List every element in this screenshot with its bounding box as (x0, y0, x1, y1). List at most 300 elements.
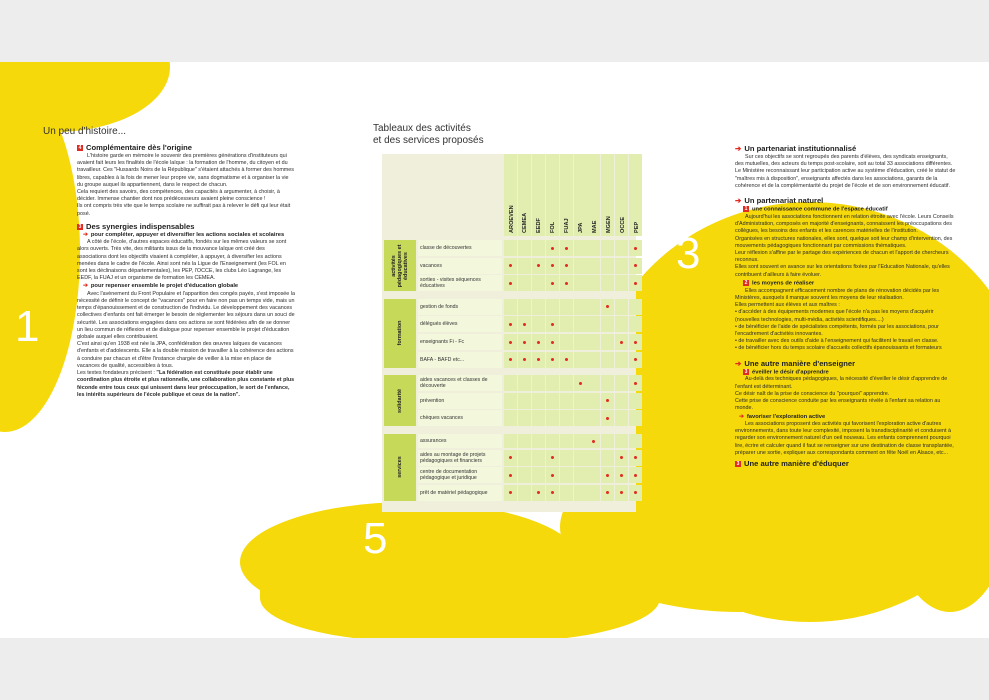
table-cell (629, 316, 642, 332)
table-cell (615, 334, 628, 350)
column-header-cemea (518, 154, 531, 236)
table-cell (546, 375, 559, 391)
synergies-paragraph-2: Avec l'avènement du Front Populaire et l'apparition des congés payés, s'est imposée la nécessité de définir le concept de "vacances" pour en faire non pas un temps vide, mais un temps d'épanouissement et de construction de l'individu. Le développement des vacances collectives d'enfants ont fait émerger le besoin de réglementer les séjours dans un souci de sécurité. Les associations engagées dans ces actions se sont fédérées afin de se donner un lieu commun de réflexion et de dialogue pour repenser ensemble le projet d'éducation globale auquel elles contribuaient. (77, 290, 295, 341)
table-cell (587, 258, 600, 274)
subheading-repenser (77, 283, 295, 290)
naturel-paragraph-1: Aujourd'hui les associations fonctionnent en relation étroite avec l'école. Leurs Conseils d'Administration, composés en majorité d'enseignants, connaissent les préoccupations des collègues, les besoins des enfants et les carences matérielles de l'institution. (735, 213, 954, 235)
section-synergies-heading (77, 222, 295, 231)
section-number-badge: 4 (78, 145, 82, 151)
table-cell (574, 450, 587, 466)
table-cell (560, 275, 573, 291)
column-header-label: MAE (591, 220, 598, 233)
section-partenariat-institutionnalise (735, 144, 957, 153)
activity-dot (634, 491, 637, 494)
table-cell (629, 467, 642, 483)
column-header-mae (587, 154, 600, 236)
table-cell (546, 316, 559, 332)
table-cell (546, 334, 559, 350)
table-cell (587, 450, 600, 466)
table-cell (504, 467, 517, 483)
table-cell (504, 450, 517, 466)
page-number-5: 5 (363, 514, 388, 563)
table-cell (587, 467, 600, 483)
table-row-label: aides vacances et classes de découverte (418, 375, 502, 391)
enseigner-paragraph-2: Ce désir naît de la prise de conscience du "pourquoi" apprendre. (735, 390, 890, 397)
activity-dot (592, 440, 595, 443)
table-cell (615, 450, 628, 466)
activity-dot (509, 474, 512, 477)
section-synergies-title: Des synergies indispensables (86, 221, 195, 231)
table-cell (546, 467, 559, 483)
page-number-1: 1 (15, 302, 40, 351)
table-cell (615, 352, 628, 368)
activity-dot (509, 491, 512, 494)
column-header-fuaj (560, 154, 573, 236)
activity-dot (565, 282, 568, 285)
table-cell (518, 316, 531, 332)
column-header-aroeven (504, 154, 517, 236)
table-cell (546, 410, 559, 426)
activity-dot (551, 282, 554, 285)
activity-dot (565, 247, 568, 250)
activity-dot (537, 341, 540, 344)
column-header-fol (546, 154, 559, 236)
arrow-icon: ➔ (735, 144, 742, 153)
enseigner-paragraph-3: Cette prise de conscience conduite par les enseignants révèle à l'enfant sa relation au monde. (735, 398, 941, 412)
table-cell (615, 375, 628, 391)
table-cell (546, 275, 559, 291)
table-row-label: gestion de fonds (418, 299, 502, 315)
table-cell (587, 316, 600, 332)
activity-dot (620, 456, 623, 459)
activity-dot (509, 264, 512, 267)
table-cell (587, 334, 600, 350)
table-cell (532, 375, 545, 391)
table-cell (532, 275, 545, 291)
table-cell (532, 393, 545, 409)
arrow-icon: ➔ (83, 283, 88, 290)
table-group-3 (384, 434, 416, 501)
table-cell (560, 316, 573, 332)
founding-texts-intro: Les textes fondateurs précisent : (77, 370, 157, 377)
table-cell (601, 299, 614, 315)
table-cell (518, 299, 531, 315)
table-row-label: délégués élèves (418, 316, 502, 332)
table-cell (574, 240, 587, 256)
table-cell (560, 258, 573, 274)
origine-paragraph-3: Ils ont compris très vite que le temps scolaire ne suffirait pas à relever le défi qui leur était posé. (77, 203, 291, 217)
table-cell (532, 352, 545, 368)
table-cell (629, 434, 642, 448)
activity-dot (565, 264, 568, 267)
column-header-occe (615, 154, 628, 236)
table-cell (587, 434, 600, 448)
section-number-badge: 2 (744, 279, 748, 286)
table-cell (546, 352, 559, 368)
activity-dot (509, 282, 512, 285)
naturel-paragraph-3: Leur réflexion s'affine par le partage des expériences de chacun et l'apport de chercheurs reconnus. (735, 249, 949, 264)
activity-dot (579, 382, 582, 385)
activity-dot (620, 474, 623, 477)
table-cell (518, 393, 531, 409)
table-row-label: sorties - visites séquences éducatives (418, 275, 502, 291)
activity-dot (551, 358, 554, 361)
table-cell (532, 485, 545, 501)
table-cell (587, 299, 600, 315)
table-cell (574, 352, 587, 368)
table-cell (504, 410, 517, 426)
table-cell (546, 299, 559, 315)
table-group-label: solidarité (397, 388, 403, 413)
table-cell (601, 393, 614, 409)
table-cell (560, 240, 573, 256)
arrow-icon: ➔ (83, 231, 88, 238)
table-cell (615, 410, 628, 426)
table-cell (574, 275, 587, 291)
table-row-label: vacances (418, 258, 502, 274)
naturel-paragraph-2: Organisées en structures nationales, elles sont, quelque soit leur champ d'intervention, des mouvements pédagogiques fonctionnant par commissions thématiques. (735, 235, 953, 249)
table-cell (504, 316, 517, 332)
table-cell (518, 434, 531, 448)
activity-dot (620, 491, 623, 494)
activity-dot (634, 456, 637, 459)
table-cell (518, 352, 531, 368)
table-cell (504, 393, 517, 409)
synergies-paragraph-3: C'est ainsi qu'en 1938 est née la JPA, confédération des œuvres laïques de vacances d'enfants et d'adolescents. Elle a la double mission de travailler à la cohérence des actions à conduire par chacun et d'être l'instance chargée de veiller à la mise en place de vacances de qualité, accessibles à tous. (77, 341, 294, 369)
table-cell (587, 352, 600, 368)
naturel-paragraph-4: Elles sont souvent en avance sur les orientations fixées par l'Education Nationale, qu'elles contribuent d'ailleurs à faire évoluer. (735, 264, 950, 278)
table-group-label: services (397, 456, 403, 479)
moyens-list-item-3: • de travailler avec des outils d'aide à l'enseignement qui facilitent le travail en classe. (735, 338, 939, 345)
table-cell (587, 393, 600, 409)
table-cell (532, 410, 545, 426)
table-cell (574, 393, 587, 409)
activity-dot (509, 456, 512, 459)
section-origine-title: Complémentaire dès l'origine (86, 143, 193, 152)
subheading-eveiller-text: éveiller le désir d'apprendre (752, 369, 829, 376)
page-number-3: 3 (676, 229, 701, 278)
section-number-badge: 3 (744, 368, 748, 375)
table-cell (546, 240, 559, 256)
activity-dot (523, 341, 526, 344)
moyens-list-item-2: • de bénéficier de l'aide de spécialistes compétents, formés par les associations, pour l'encadrement d'activités innovantes. (735, 323, 939, 337)
table-cell (615, 485, 628, 501)
autre-maniere-enseigner-title: Une autre manière d'enseigner (744, 358, 856, 368)
table-cell (532, 334, 545, 350)
table-cell (615, 467, 628, 483)
table-cell (518, 240, 531, 256)
activity-dot (523, 358, 526, 361)
table-cell (601, 467, 614, 483)
table-row-label: assurances (418, 434, 502, 448)
table-cell (560, 375, 573, 391)
activity-dot (551, 491, 554, 494)
table-cell (587, 275, 600, 291)
table-cell (601, 352, 614, 368)
table-cell (615, 275, 628, 291)
table-cell (518, 258, 531, 274)
subheading-connaissance (735, 206, 957, 214)
table-cell (615, 240, 628, 256)
table-row-label: enseignants Fi - Fc (418, 334, 502, 350)
table-cell (615, 434, 628, 448)
activity-dot (551, 456, 554, 459)
table-cell (504, 352, 517, 368)
table-row-label: chèques vacances (418, 410, 502, 426)
table-cell (546, 393, 559, 409)
table-cell (629, 410, 642, 426)
table-cell (504, 240, 517, 256)
section-number-badge: 1 (744, 206, 748, 213)
activity-dot (537, 264, 540, 267)
column-header-label: PEP (633, 221, 640, 233)
column-header-label: OCCE (619, 216, 626, 233)
subheading-eveiller (735, 369, 957, 377)
table-cell (504, 258, 517, 274)
right-text-column (735, 142, 957, 469)
table-row-label: classe de découvertes (418, 240, 502, 256)
table-cell (629, 375, 642, 391)
subheading-exploration (735, 414, 957, 421)
table-title-line-1: Tableaux des activités (373, 123, 471, 134)
subheading-moyens (735, 280, 957, 288)
table-cell (601, 275, 614, 291)
table-cell (629, 450, 642, 466)
activity-dot (565, 358, 568, 361)
table-cell (629, 258, 642, 274)
subheading-completer (77, 232, 295, 239)
activity-dot (551, 341, 554, 344)
moyens-paragraph-1: Elles accompagnent efficacement nombre de plans de rénovation décidés par les Ministères, auxquels il manque souvent les moyens de leur réalisation. (735, 287, 940, 301)
activity-dot (606, 474, 609, 477)
subheading-repenser-text: pour repenser ensemble le projet d'éducation globale (90, 283, 239, 290)
activity-dot (509, 341, 512, 344)
table-cell (560, 410, 573, 426)
table-cell (504, 334, 517, 350)
partenariat-institutionnalise-title: Un partenariat institutionnalisé (744, 144, 857, 153)
arrow-icon: ➔ (735, 196, 742, 206)
table-cell (518, 334, 531, 350)
activity-dot (551, 323, 554, 326)
table-cell (574, 410, 587, 426)
table-cell (601, 450, 614, 466)
table-cell (518, 467, 531, 483)
table-cell (629, 334, 642, 350)
table-cell (518, 410, 531, 426)
table-group-label: activités pédagogiques et éducatives (391, 244, 409, 288)
activity-dot (634, 341, 637, 344)
table-cell (560, 434, 573, 448)
table-cell (629, 352, 642, 368)
table-row-label: prêt de matériel pédagogique (418, 485, 502, 501)
table-cell (560, 450, 573, 466)
activity-dot (606, 491, 609, 494)
table-row-label: centre de documentation pédagogique et juridique (418, 467, 502, 483)
table-group-label: formation (397, 320, 403, 346)
table-cell (532, 316, 545, 332)
table-cell (574, 258, 587, 274)
table-cell (532, 299, 545, 315)
section-autre-maniere-enseigner (735, 359, 957, 368)
activities-table (382, 154, 640, 512)
activity-dot (634, 382, 637, 385)
arrow-icon: ➔ (739, 413, 744, 420)
table-cell (504, 275, 517, 291)
table-cell (629, 275, 642, 291)
table-cell (532, 450, 545, 466)
table-cell (574, 334, 587, 350)
table-group-2 (384, 375, 416, 426)
table-cell (615, 393, 628, 409)
table-cell (601, 258, 614, 274)
table-cell (601, 485, 614, 501)
table-cell (518, 275, 531, 291)
moyens-list-item-1: • d'accéder à des équipements modernes que l'école n'a pas les moyens d'acquérir (nouvelles technologies, multi-média, activités scientifiques....) (735, 309, 934, 323)
table-cell (601, 410, 614, 426)
moyens-paragraph-2: Elles permettent aux élèves et aux maîtres : (735, 302, 840, 309)
column-header-label: AROEVEN (508, 205, 515, 233)
table-title-line-2: et des services proposés (373, 135, 484, 146)
activity-dot (620, 341, 623, 344)
table-cell (560, 485, 573, 501)
table-cell (601, 434, 614, 448)
autre-maniere-eduquer-title: Une autre manière d'éduquer (744, 458, 849, 468)
section-origine-heading (77, 143, 295, 152)
table-cell (615, 299, 628, 315)
table-cell (587, 240, 600, 256)
table-cell (629, 299, 642, 315)
activity-dot (551, 247, 554, 250)
table-cell (629, 393, 642, 409)
activity-dot (634, 247, 637, 250)
activity-dot (551, 474, 554, 477)
table-cell (560, 467, 573, 483)
synergies-paragraph-1: A côté de l'école, d'autres espaces éducatifs, fondés sur les mêmes valeurs se sont alors ouverts. Très vite, des militants issus de la mouvance laïque ont créé des associations dont les objectifs visaient à compléter, à appuyer, à diversifier les actions menées dans le cadre de l'école. Ainsi sont nés la Ligue de l'Enseignement (les FOL en sont les déclinaisons départementales), les PEP, l'OCCE, les clubs Léo Lagrange, les EEDF, la FUAJ et un organisme de formation les CEMEA. (77, 239, 287, 282)
column-header-label: FUAJ (564, 218, 571, 233)
exploration-paragraph: Les associations proposent des activités qui favorisent l'exploration active d'autres environnements, dans toute leur complexité, imposent la transdisciplinarité et conduisent à regarder son environnement naturel d'un oeil nouveau. Les enfants comprennent pourquoi lire, écrire et calculer quand il faut se renseigner sur une destination de classe transplantée, préparer une sortie, expliquer aux correspondants comment on fête Noël en Alsace, etc... (735, 420, 954, 456)
column-header-label: JPA (578, 222, 584, 233)
table-cell (546, 258, 559, 274)
activity-dot (606, 399, 609, 402)
column-header-label: MGEN (605, 216, 612, 233)
section-number-badge: 3 (78, 223, 82, 230)
table-cell (560, 299, 573, 315)
activity-dot (634, 282, 637, 285)
table-cell (587, 410, 600, 426)
section-number-badge: 3 (736, 460, 740, 467)
activity-dot (606, 305, 609, 308)
table-cell (560, 393, 573, 409)
table-cell (574, 485, 587, 501)
table-title (373, 123, 484, 147)
table-cell (601, 334, 614, 350)
table-cell (615, 258, 628, 274)
table-cell (504, 485, 517, 501)
table-cell (532, 258, 545, 274)
column-header-mgen (601, 154, 614, 236)
activity-dot (509, 358, 512, 361)
section-autre-maniere-eduquer (735, 459, 957, 468)
subheading-connaissance-text: une connaissance commune de l'espace éducatif (752, 206, 888, 213)
table-cell (518, 485, 531, 501)
table-cell (518, 375, 531, 391)
column-header-pep (629, 154, 642, 236)
column-header-jpa (574, 154, 587, 236)
activity-dot (634, 358, 637, 361)
table-cell (587, 485, 600, 501)
synergies-paragraph-4 (77, 370, 295, 399)
enseigner-paragraph-1: Au-delà des techniques pédagogiques, la nécessité d'éveiller le désir d'apprendre de l'enfant est déterminant. (735, 376, 948, 390)
table-cell (546, 485, 559, 501)
activity-dot (537, 358, 540, 361)
table-group-1 (384, 299, 416, 368)
left-text-column (77, 141, 295, 399)
subheading-completer-text: pour compléter, appuyer et diversifier les actions sociales et scolaires (90, 231, 285, 238)
origine-paragraph-1: L'histoire garde en mémoire le souvenir des premières générations d'instituteurs qui avaient fait leurs les finalités de l'école laïque : la formation de l'homme, du citoyen et du travailleur. Ces "Hussards Noirs de la République" s'étaient attachés à former des hommes libres, capables à la fois de mener leur propre vie, sans dogmatisme et à organiser la vie du groupe auquel ils appartiennent, dans le respect de chacun. (77, 153, 294, 188)
institutionnalise-paragraph-1: Sur ces objectifs se sont regroupés des parents d'élèves, des syndicats enseignants, des mutuelles, des acteurs du temps post-scolaire, soit au total 33 associations différentes. (735, 154, 953, 168)
table-cell (504, 434, 517, 448)
table-cell (532, 240, 545, 256)
subheading-exploration-text: favoriser l'exploration active (746, 413, 826, 420)
arrow-icon: ➔ (735, 358, 742, 368)
left-page-title: Un peu d'histoire... (43, 126, 127, 137)
table-row-label: prévention (418, 393, 502, 409)
activity-dot (606, 417, 609, 420)
activity-dot (509, 323, 512, 326)
table-cell (532, 434, 545, 448)
column-header-eedf (532, 154, 545, 236)
table-cell (601, 375, 614, 391)
table-cell (601, 316, 614, 332)
table-cell (629, 240, 642, 256)
institutionnalise-paragraph-2: Le Ministère reconnaissant leur participation active au système d'éducation, créé le statut de "maîtres mis à disposition", enseignants affectés dans les associations, garants de la cohérence et de la complémentarité du projet de l'école et de son environnement éducatif. (735, 168, 956, 189)
table-cell (560, 334, 573, 350)
founding-texts-quote: "La fédération est constituée pour établir une coordination plus étroite et plus rationnelle, une collaboration plus constante et plus féconde entre tous ceux qui unissent dans leur préoccupation, le sort de l'enfance, les intérêts supérieurs de l'école publique et ceux de la nation". (77, 370, 295, 398)
table-cell (629, 485, 642, 501)
table-cell (574, 316, 587, 332)
column-header-label: EEDF (536, 218, 543, 233)
table-cell (504, 375, 517, 391)
activity-dot (523, 323, 526, 326)
activity-dot (634, 264, 637, 267)
origine-paragraph-2: Cela requiert des savoirs, des compétences, des capacités à argumenter, à choisir, à décider. Immense chantier dont nos prédécesseurs avaient pleine conscience ! (77, 189, 280, 203)
table-cell (574, 375, 587, 391)
activity-dot (551, 264, 554, 267)
table-cell (587, 375, 600, 391)
table-cell (601, 240, 614, 256)
table-cell (574, 467, 587, 483)
activity-dot (634, 474, 637, 477)
table-cell (574, 299, 587, 315)
table-row-label: aides au montage de projets pédagogiques et financiers (418, 450, 502, 466)
table-row-label: BAFA - BAFD etc... (418, 352, 502, 368)
table-cell (560, 352, 573, 368)
table-cell (504, 299, 517, 315)
paper-sheet (0, 62, 989, 638)
table-cell (574, 434, 587, 448)
column-header-label: CEMEA (522, 212, 529, 233)
table-cell (546, 450, 559, 466)
table-cell (546, 434, 559, 448)
table-cell (615, 316, 628, 332)
section-partenariat-naturel (735, 196, 957, 205)
table-cell (518, 450, 531, 466)
activity-dot (537, 491, 540, 494)
partenariat-naturel-title: Un partenariat naturel (744, 196, 824, 206)
table-cell (532, 467, 545, 483)
moyens-list-item-4: • de bénéficier hors du temps scolaire d'accueils collectifs épanouissants et formateurs (735, 345, 942, 352)
column-header-label: FOL (550, 221, 557, 233)
